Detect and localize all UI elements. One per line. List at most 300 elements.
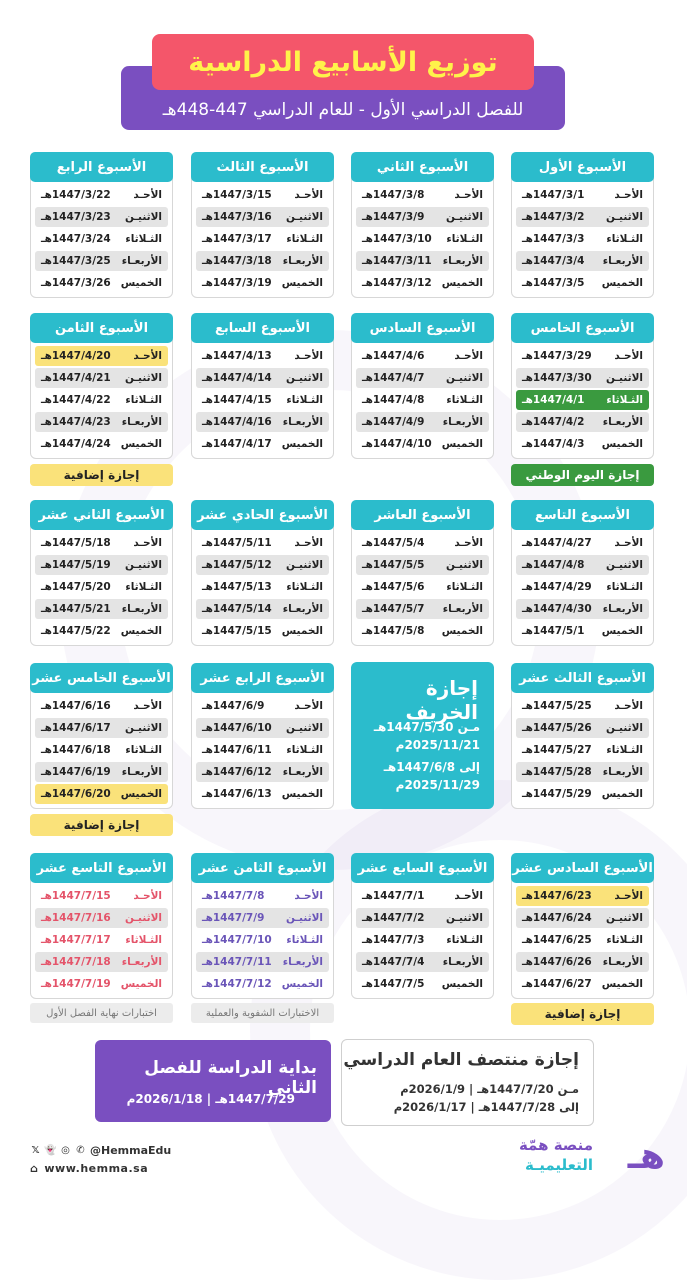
day-row <box>196 390 329 410</box>
day-row <box>356 599 489 619</box>
extra-holiday-tag: إجازة إضافية <box>511 1003 654 1025</box>
day-date: 1447/5/14هـ <box>202 603 272 615</box>
week-days <box>356 185 489 295</box>
day-name: الثـلاثاء <box>446 581 483 593</box>
day-name: الخميس <box>441 438 483 450</box>
day-row <box>35 533 168 553</box>
day-date: 1447/4/20هـ <box>41 350 111 362</box>
day-name: الثـلاثاء <box>286 744 323 756</box>
day-name: الأحـد <box>614 890 643 902</box>
day-row <box>516 412 649 432</box>
day-date: 1447/5/1هـ <box>522 625 585 637</box>
week-title: الأسبوع الخامس <box>511 313 654 343</box>
autumn-break-card <box>351 662 494 809</box>
day-name: الأحـد <box>454 350 483 362</box>
day-name: الأحـد <box>133 350 162 362</box>
day-row <box>356 185 489 205</box>
day-name: الأربعـاء <box>282 766 323 778</box>
day-date: 1447/5/7هـ <box>362 603 425 615</box>
day-row <box>35 577 168 597</box>
week-title: الأسبوع السابع <box>191 313 334 343</box>
day-date: 1447/6/13هـ <box>202 788 272 800</box>
day-row <box>356 621 489 641</box>
day-name: الاثنيـن <box>446 559 483 571</box>
day-date: 1447/6/9هـ <box>202 700 265 712</box>
day-row <box>516 533 649 553</box>
day-date: 1447/3/1هـ <box>522 189 585 201</box>
day-date: 1447/4/2هـ <box>522 416 585 428</box>
day-name: الأربعـاء <box>282 416 323 428</box>
week-card <box>351 313 494 459</box>
day-row <box>35 185 168 205</box>
day-date: 1447/4/21هـ <box>41 372 111 384</box>
day-row <box>356 908 489 928</box>
week-days <box>196 533 329 643</box>
day-name: الاثنيـن <box>125 912 162 924</box>
autumn-to-hijri: إلى 1447/6/8هـ <box>383 760 480 774</box>
day-date: 1447/3/18هـ <box>202 255 272 267</box>
midyear-from: مـن 1447/7/20هـ | 2026/1/9م <box>400 1082 579 1096</box>
day-name: الاثنيـن <box>446 211 483 223</box>
day-name: الخميس <box>120 277 162 289</box>
midyear-break-title: إجازة منتصف العام الدراسي <box>343 1050 579 1070</box>
day-name: الأربعـاء <box>121 255 162 267</box>
day-date: 1447/3/5هـ <box>522 277 585 289</box>
day-name: الأربعـاء <box>602 766 643 778</box>
day-row <box>516 251 649 271</box>
day-row <box>35 390 168 410</box>
day-name: الأربعـاء <box>442 603 483 615</box>
day-row <box>356 974 489 994</box>
day-row <box>356 533 489 553</box>
week-days <box>35 696 168 806</box>
second-semester-date: 1447/7/29هـ | 2026/1/18م <box>126 1092 295 1106</box>
day-date: 1447/5/5هـ <box>362 559 425 571</box>
day-date: 1447/4/24هـ <box>41 438 111 450</box>
day-name: الثـلاثاء <box>125 233 162 245</box>
day-date: 1447/5/4هـ <box>362 537 425 549</box>
week-title: الأسبوع الخامس عشر <box>30 663 173 693</box>
day-date: 1447/3/15هـ <box>202 189 272 201</box>
day-name: الأربعـاء <box>121 956 162 968</box>
day-date: 1447/3/8هـ <box>362 189 425 201</box>
day-row <box>196 229 329 249</box>
day-row <box>196 577 329 597</box>
day-name: الخميس <box>601 978 643 990</box>
week-title: الأسبوع الرابع عشر <box>191 663 334 693</box>
day-name: الخميس <box>601 625 643 637</box>
day-date: 1447/7/12هـ <box>202 978 272 990</box>
week-days <box>35 185 168 295</box>
day-row <box>516 718 649 738</box>
day-row <box>356 273 489 293</box>
day-row <box>35 251 168 271</box>
day-name: الاثنيـن <box>446 912 483 924</box>
day-name: الأحـد <box>133 890 162 902</box>
day-name: الأربعـاء <box>602 603 643 615</box>
day-row <box>516 740 649 760</box>
day-row <box>35 434 168 454</box>
day-row <box>196 718 329 738</box>
day-row <box>516 886 649 906</box>
day-name: الأربعـاء <box>442 956 483 968</box>
day-name: الثـلاثاء <box>446 934 483 946</box>
day-row <box>196 740 329 760</box>
day-name: الأحـد <box>614 350 643 362</box>
day-name: الخميس <box>601 277 643 289</box>
day-row <box>516 908 649 928</box>
day-name: الخميس <box>281 277 323 289</box>
day-name: الأربعـاء <box>442 255 483 267</box>
day-date: 1447/4/22هـ <box>41 394 111 406</box>
day-name: الاثنيـن <box>125 559 162 571</box>
day-date: 1447/5/27هـ <box>522 744 592 756</box>
day-date: 1447/5/12هـ <box>202 559 272 571</box>
day-row <box>35 784 168 804</box>
final-exams-note: اختبارات نهاية الفصل الأول <box>30 1003 173 1023</box>
week-card <box>30 500 173 646</box>
day-date: 1447/4/30هـ <box>522 603 592 615</box>
day-date: 1447/5/29هـ <box>522 788 592 800</box>
week-days <box>35 886 168 996</box>
day-date: 1447/4/9هـ <box>362 416 425 428</box>
day-row <box>35 229 168 249</box>
week-card <box>511 663 654 809</box>
day-date: 1447/3/2هـ <box>522 211 585 223</box>
day-date: 1447/3/16هـ <box>202 211 272 223</box>
oral-exams-note: الاختبارات الشفوية والعملية <box>191 1003 334 1023</box>
day-date: 1447/3/10هـ <box>362 233 432 245</box>
day-name: الثـلاثاء <box>286 233 323 245</box>
day-name: الاثنيـن <box>606 559 643 571</box>
day-row <box>35 412 168 432</box>
week-days <box>356 346 489 456</box>
day-row <box>516 273 649 293</box>
week-title: الأسبوع العاشر <box>351 500 494 530</box>
day-name: الثـلاثاء <box>125 744 162 756</box>
day-date: 1447/3/4هـ <box>522 255 585 267</box>
day-row <box>356 251 489 271</box>
day-row <box>35 273 168 293</box>
week-days <box>516 696 649 806</box>
week-days <box>35 346 168 456</box>
day-date: 1447/3/29هـ <box>522 350 592 362</box>
second-semester-title: بداية الدراسة للفصل الثاني <box>144 1058 317 1098</box>
day-date: 1447/6/24هـ <box>522 912 592 924</box>
day-name: الاثنيـن <box>125 372 162 384</box>
day-row <box>35 599 168 619</box>
week-days <box>356 533 489 643</box>
whatsapp-icon[interactable]: ✆ <box>76 1145 85 1156</box>
day-row <box>516 974 649 994</box>
week-card <box>351 500 494 646</box>
day-date: 1447/4/3هـ <box>522 438 585 450</box>
day-name: الأربعـاء <box>282 603 323 615</box>
day-name: الأحـد <box>614 700 643 712</box>
day-name: الأحـد <box>133 189 162 201</box>
day-name: الخميس <box>601 788 643 800</box>
day-row <box>356 390 489 410</box>
title-banner <box>152 34 534 90</box>
day-date: 1447/3/25هـ <box>41 255 111 267</box>
day-name: الثـلاثاء <box>606 934 643 946</box>
week-card <box>30 853 173 999</box>
day-name: الخميس <box>281 438 323 450</box>
day-name: الأحـد <box>133 700 162 712</box>
day-row <box>356 229 489 249</box>
day-date: 1447/3/3هـ <box>522 233 585 245</box>
week-card <box>511 313 654 459</box>
day-row <box>516 621 649 641</box>
day-row <box>516 599 649 619</box>
day-row <box>356 346 489 366</box>
autumn-from-hijri: مـن 1447/5/30هـ <box>373 720 480 734</box>
day-name: الثـلاثاء <box>286 934 323 946</box>
week-card <box>191 313 334 459</box>
day-name: الأحـد <box>294 890 323 902</box>
day-date: 1447/4/17هـ <box>202 438 272 450</box>
logo-mark: هـ <box>627 1136 665 1177</box>
day-name: الاثنيـن <box>606 912 643 924</box>
day-row <box>516 346 649 366</box>
instagram-icon[interactable]: ◎ <box>61 1145 70 1156</box>
day-name: الخميس <box>281 625 323 637</box>
day-name: الأحـد <box>133 537 162 549</box>
subtitle: للفصل الدراسي الأول - للعام الدراسي 447-448هـ <box>162 100 524 120</box>
day-date: 1447/3/9هـ <box>362 211 425 223</box>
day-row <box>196 251 329 271</box>
day-date: 1447/6/26هـ <box>522 956 592 968</box>
day-date: 1447/5/25هـ <box>522 700 592 712</box>
day-row <box>196 555 329 575</box>
day-date: 1447/6/12هـ <box>202 766 272 778</box>
day-date: 1447/4/27هـ <box>522 537 592 549</box>
week-title: الأسبوع الأول <box>511 152 654 182</box>
autumn-break-title: إجازة الخريف <box>405 676 478 724</box>
day-row <box>196 346 329 366</box>
day-date: 1447/4/14هـ <box>202 372 272 384</box>
day-row <box>35 886 168 906</box>
day-row <box>35 952 168 972</box>
week-card <box>191 663 334 809</box>
day-row <box>196 784 329 804</box>
week-title: الأسبوع الثاني <box>351 152 494 182</box>
day-date: 1447/7/18هـ <box>41 956 111 968</box>
day-row <box>196 908 329 928</box>
day-row <box>196 974 329 994</box>
day-row <box>196 886 329 906</box>
day-name: الثـلاثاء <box>125 581 162 593</box>
day-row <box>35 718 168 738</box>
day-date: 1447/4/15هـ <box>202 394 272 406</box>
day-name: الاثنيـن <box>125 211 162 223</box>
day-name: الخميس <box>441 277 483 289</box>
x-icon[interactable]: 𝕏 <box>31 1145 40 1156</box>
day-date: 1447/7/2هـ <box>362 912 425 924</box>
day-date: 1447/3/30هـ <box>522 372 592 384</box>
day-date: 1447/3/23هـ <box>41 211 111 223</box>
week-card <box>351 853 494 999</box>
day-date: 1447/7/9هـ <box>202 912 265 924</box>
day-name: الأربعـاء <box>282 255 323 267</box>
day-date: 1447/4/13هـ <box>202 350 272 362</box>
day-date: 1447/3/24هـ <box>41 233 111 245</box>
week-days <box>356 886 489 996</box>
day-row <box>35 908 168 928</box>
day-name: الاثنيـن <box>286 211 323 223</box>
day-row <box>516 952 649 972</box>
day-row <box>196 207 329 227</box>
day-name: الخميس <box>281 978 323 990</box>
day-date: 1447/4/6هـ <box>362 350 425 362</box>
day-row <box>516 784 649 804</box>
day-date: 1447/7/4هـ <box>362 956 425 968</box>
day-row <box>516 577 649 597</box>
day-name: الثـلاثاء <box>125 394 162 406</box>
extra-holiday-tag: إجازة إضافية <box>30 814 173 836</box>
day-date: 1447/5/20هـ <box>41 581 111 593</box>
day-row <box>35 696 168 716</box>
day-row <box>35 740 168 760</box>
website-url[interactable]: www.hemma.sa <box>44 1162 149 1175</box>
day-date: 1447/7/8هـ <box>202 890 265 902</box>
day-date: 1447/6/20هـ <box>41 788 111 800</box>
day-row <box>356 207 489 227</box>
website-link[interactable] <box>30 1162 148 1175</box>
day-row <box>356 368 489 388</box>
day-name: الخميس <box>120 438 162 450</box>
week-card <box>30 313 173 459</box>
day-name: الثـلاثاء <box>446 394 483 406</box>
day-date: 1447/6/16هـ <box>41 700 111 712</box>
week-title: الأسبوع السادس عشر <box>511 853 654 883</box>
day-row <box>35 346 168 366</box>
day-name: الخميس <box>120 625 162 637</box>
day-row <box>35 555 168 575</box>
day-name: الاثنيـن <box>286 722 323 734</box>
day-name: الثـلاثاء <box>446 233 483 245</box>
day-row <box>356 434 489 454</box>
week-card <box>30 663 173 809</box>
autumn-to-greg: 2025/11/29م <box>395 778 480 792</box>
day-date: 1447/7/16هـ <box>41 912 111 924</box>
day-date: 1447/4/29هـ <box>522 581 592 593</box>
day-row <box>196 434 329 454</box>
day-name: الثـلاثاء <box>606 233 643 245</box>
day-row <box>516 555 649 575</box>
day-date: 1447/6/27هـ <box>522 978 592 990</box>
day-name: الخميس <box>441 978 483 990</box>
day-row <box>35 207 168 227</box>
day-name: الثـلاثاء <box>286 394 323 406</box>
page-title: توزيع الأسابيع الدراسية <box>188 46 498 78</box>
day-date: 1447/7/17هـ <box>41 934 111 946</box>
day-name: الأربعـاء <box>602 956 643 968</box>
day-row <box>516 207 649 227</box>
day-date: 1447/6/10هـ <box>202 722 272 734</box>
day-name: الخميس <box>281 788 323 800</box>
day-row <box>196 599 329 619</box>
day-row <box>516 696 649 716</box>
week-title: الأسبوع الرابع <box>30 152 173 182</box>
week-title: الأسبوع الثالث <box>191 152 334 182</box>
day-name: الاثنيـن <box>286 372 323 384</box>
day-row <box>356 952 489 972</box>
day-date: 1447/6/25هـ <box>522 934 592 946</box>
week-days <box>196 696 329 806</box>
week-card <box>191 853 334 999</box>
day-date: 1447/6/23هـ <box>522 890 592 902</box>
day-date: 1447/7/5هـ <box>362 978 425 990</box>
snapchat-icon[interactable]: 👻 <box>44 1145 57 1156</box>
day-name: الأحـد <box>614 189 643 201</box>
week-days <box>196 886 329 996</box>
brand-subname: التعليميـة <box>524 1156 593 1174</box>
day-date: 1447/4/23هـ <box>41 416 111 428</box>
day-date: 1447/4/8هـ <box>522 559 585 571</box>
week-title: الأسبوع السابع عشر <box>351 853 494 883</box>
day-date: 1447/7/19هـ <box>41 978 111 990</box>
day-date: 1447/5/18هـ <box>41 537 111 549</box>
day-name: الأربعـاء <box>121 766 162 778</box>
day-name: الأحـد <box>294 700 323 712</box>
day-date: 1447/5/19هـ <box>41 559 111 571</box>
day-date: 1447/3/26هـ <box>41 277 111 289</box>
social-links <box>30 1144 171 1157</box>
social-handle[interactable]: @HemmaEdu <box>90 1144 172 1157</box>
day-date: 1447/5/13هـ <box>202 581 272 593</box>
week-title: الأسبوع الحادي عشر <box>191 500 334 530</box>
day-name: الخميس <box>120 788 162 800</box>
day-date: 1447/6/19هـ <box>41 766 111 778</box>
day-row <box>196 621 329 641</box>
day-name: الخميس <box>441 625 483 637</box>
day-name: الخميس <box>601 438 643 450</box>
day-date: 1447/4/16هـ <box>202 416 272 428</box>
week-card <box>351 152 494 298</box>
day-name: الأربعـاء <box>442 416 483 428</box>
week-card <box>511 853 654 999</box>
day-date: 1447/6/18هـ <box>41 744 111 756</box>
week-title: الأسبوع السادس <box>351 313 494 343</box>
day-date: 1447/3/17هـ <box>202 233 272 245</box>
day-date: 1447/4/1هـ <box>522 394 585 406</box>
day-name: الاثنيـن <box>606 372 643 384</box>
day-row <box>35 930 168 950</box>
week-title: الأسبوع التاسع <box>511 500 654 530</box>
day-date: 1447/5/26هـ <box>522 722 592 734</box>
day-date: 1447/7/11هـ <box>202 956 272 968</box>
week-card <box>511 152 654 298</box>
day-date: 1447/4/8هـ <box>362 394 425 406</box>
week-days <box>516 886 649 996</box>
day-date: 1447/4/10هـ <box>362 438 432 450</box>
day-name: الأحـد <box>454 537 483 549</box>
day-row <box>196 185 329 205</box>
day-name: الأربعـاء <box>602 416 643 428</box>
day-name: الثـلاثاء <box>125 934 162 946</box>
day-name: الأربعـاء <box>121 416 162 428</box>
week-card <box>191 152 334 298</box>
day-date: 1447/5/6هـ <box>362 581 425 593</box>
day-row <box>516 434 649 454</box>
day-row <box>356 412 489 432</box>
day-row <box>356 930 489 950</box>
day-row <box>516 930 649 950</box>
day-date: 1447/6/11هـ <box>202 744 272 756</box>
day-date: 1447/6/17هـ <box>41 722 111 734</box>
day-date: 1447/7/3هـ <box>362 934 425 946</box>
